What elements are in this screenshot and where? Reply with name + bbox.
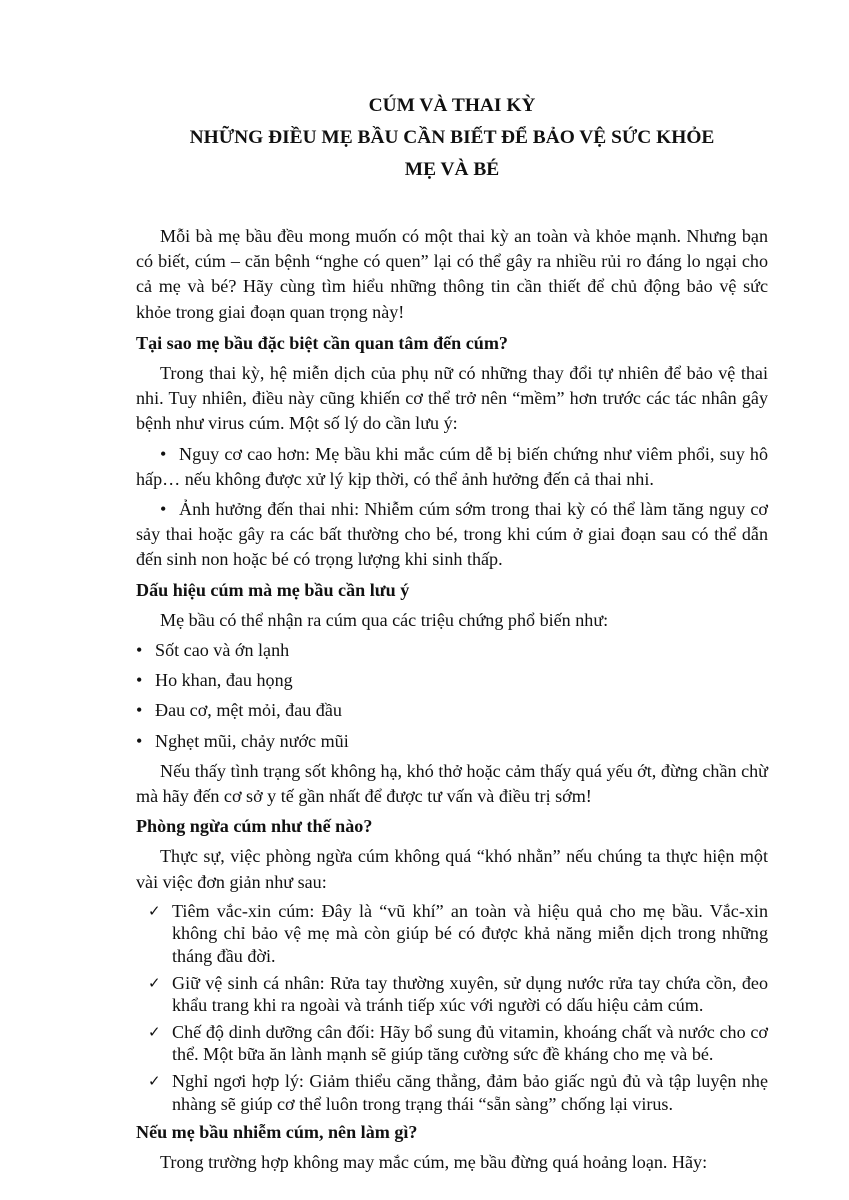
list-item-text: Nghỉ ngơi hợp lý: Giảm thiểu căng thẳng, đảm bảo giấc ngủ đủ và tập luyện nhẹ nhàng sẽ giúp cơ thể luôn trong trạng thái “sẵn sàng” chống lại virus. <box>172 1071 768 1114</box>
list-item-text: Tiêm vắc-xin cúm: Đây là “vũ khí” an toàn và hiệu quả cho mẹ bầu. Vắc-xin không chỉ bảo vệ mẹ mà còn giúp bé có được khả năng miễn dịch trong những tháng đầu đời. <box>172 900 768 967</box>
title-line-1: CÚM VÀ THAI KỲ <box>368 95 536 116</box>
section-heading-symptoms: Dấu hiệu cúm mà mẹ bầu cần lưu ý <box>136 579 410 600</box>
checkmark-icon: ✓ <box>148 1072 161 1091</box>
section-heading-why-care: Tại sao mẹ bầu đặc biệt cần quan tâm đến cúm? <box>136 332 508 353</box>
section-paragraph-why-care: Trong thai kỳ, hệ miễn dịch của phụ nữ có những thay đổi tự nhiên để bảo vệ thai nhi. Tuy nhiên, điều này cũng khiến cơ thể trở nên “mềm” hơn trước các tác nhân gây bệnh như virus cúm. Một số lý do cần lưu ý: <box>136 363 768 434</box>
symptom-bullet-list <box>136 638 768 754</box>
list-item-text: Ảnh hưởng đến thai nhi: Nhiễm cúm sớm trong thai kỳ có thể làm tăng nguy cơ sảy thai hoặc gây ra các bất thường cho bé, trong khi cúm ở giai đoạn sau có thể dẫn đến sinh non hoặc bé có trọng lượng khi sinh thấp. <box>136 499 768 570</box>
list-item <box>136 497 768 573</box>
list-item-text: Chế độ dinh dưỡng cân đối: Hãy bổ sung đủ vitamin, khoáng chất và nước cho cơ thể. Một bữa ăn lành mạnh sẽ giúp tăng cường sức đề kháng cho mẹ và bé. <box>172 1021 768 1065</box>
list-item <box>136 638 768 663</box>
list-item <box>148 1070 768 1115</box>
list-item <box>136 698 768 723</box>
document-title <box>136 90 768 186</box>
title-line-2: NHỮNG ĐIỀU MẸ BẦU CẦN BIẾT ĐỂ BẢO VỆ SỨC KHỎE <box>189 127 715 148</box>
section-closing-symptoms: Nếu thấy tình trạng sốt không hạ, khó thở hoặc cảm thấy quá yếu ớt, đừng chần chừ mà hãy đến cơ sở y tế gần nhất để được tư vấn và điều trị sớm! <box>136 760 768 807</box>
list-item <box>136 729 768 754</box>
checkmark-icon: ✓ <box>148 973 161 992</box>
list-item-text: Đau cơ, mệt mỏi, đau đầu <box>155 700 342 721</box>
checkmark-icon: ✓ <box>148 1022 161 1041</box>
list-item-text: Nguy cơ cao hơn: Mẹ bầu khi mắc cúm dễ bị biến chứng như viêm phổi, suy hô hấp… nếu không được xử lý kịp thời, có thể ảnh hưởng đến cả thai nhi. <box>136 443 768 489</box>
bullet-icon: • <box>136 700 143 721</box>
bullet-icon: • <box>136 730 143 751</box>
section-heading-prevention: Phòng ngừa cúm như thế nào? <box>136 816 373 837</box>
section-paragraph-if-infected: Trong trường hợp không may mắc cúm, mẹ bầu đừng quá hoảng loạn. Hãy: <box>160 1152 708 1173</box>
risk-bullet-list <box>136 442 768 573</box>
bullet-icon: • <box>136 670 143 691</box>
list-item <box>136 668 768 693</box>
bullet-icon: • <box>160 499 167 520</box>
checkmark-icon: ✓ <box>148 901 161 920</box>
section-paragraph-symptoms: Mẹ bầu có thể nhận ra cúm qua các triệu chứng phổ biến như: <box>160 609 609 630</box>
list-item-text: Ho khan, đau họng <box>155 670 293 691</box>
prevention-check-list <box>136 900 768 1115</box>
list-item-text: Giữ vệ sinh cá nhân: Rửa tay thường xuyên, sử dụng nước rửa tay chứa cồn, đeo khẩu trang khi ra ngoài và tránh tiếp xúc với người có dấu hiệu cảm cúm. <box>172 972 768 1016</box>
list-item-text: Nghẹt mũi, chảy nước mũi <box>155 730 349 751</box>
list-item <box>148 1021 768 1066</box>
section-paragraph-prevention: Thực sự, việc phòng ngừa cúm không quá “khó nhằn” nếu chúng ta thực hiện một vài việc đơn giản như sau: <box>136 846 768 892</box>
bullet-icon: • <box>136 640 143 661</box>
intro-paragraph: Mỗi bà mẹ bầu đều mong muốn có một thai kỳ an toàn và khỏe mạnh. Nhưng bạn có biết, cúm – căn bệnh “nghe có quen” lại có thể gây ra nhiều rủi ro đáng lo ngại cho cả mẹ và bé? Hãy cùng tìm hiểu những thông tin cần thiết để chủ động bảo vệ sức khỏe trong giai đoạn quan trọng này! <box>136 226 768 322</box>
title-line-3: MẸ VÀ BÉ <box>404 159 500 180</box>
bullet-icon: • <box>160 443 167 464</box>
section-heading-if-infected: Nếu mẹ bầu nhiễm cúm, nên làm gì? <box>136 1122 418 1143</box>
list-item-text: Sốt cao và ớn lạnh <box>155 640 290 661</box>
list-item <box>136 442 768 492</box>
list-item <box>148 900 768 968</box>
list-item <box>148 972 768 1017</box>
